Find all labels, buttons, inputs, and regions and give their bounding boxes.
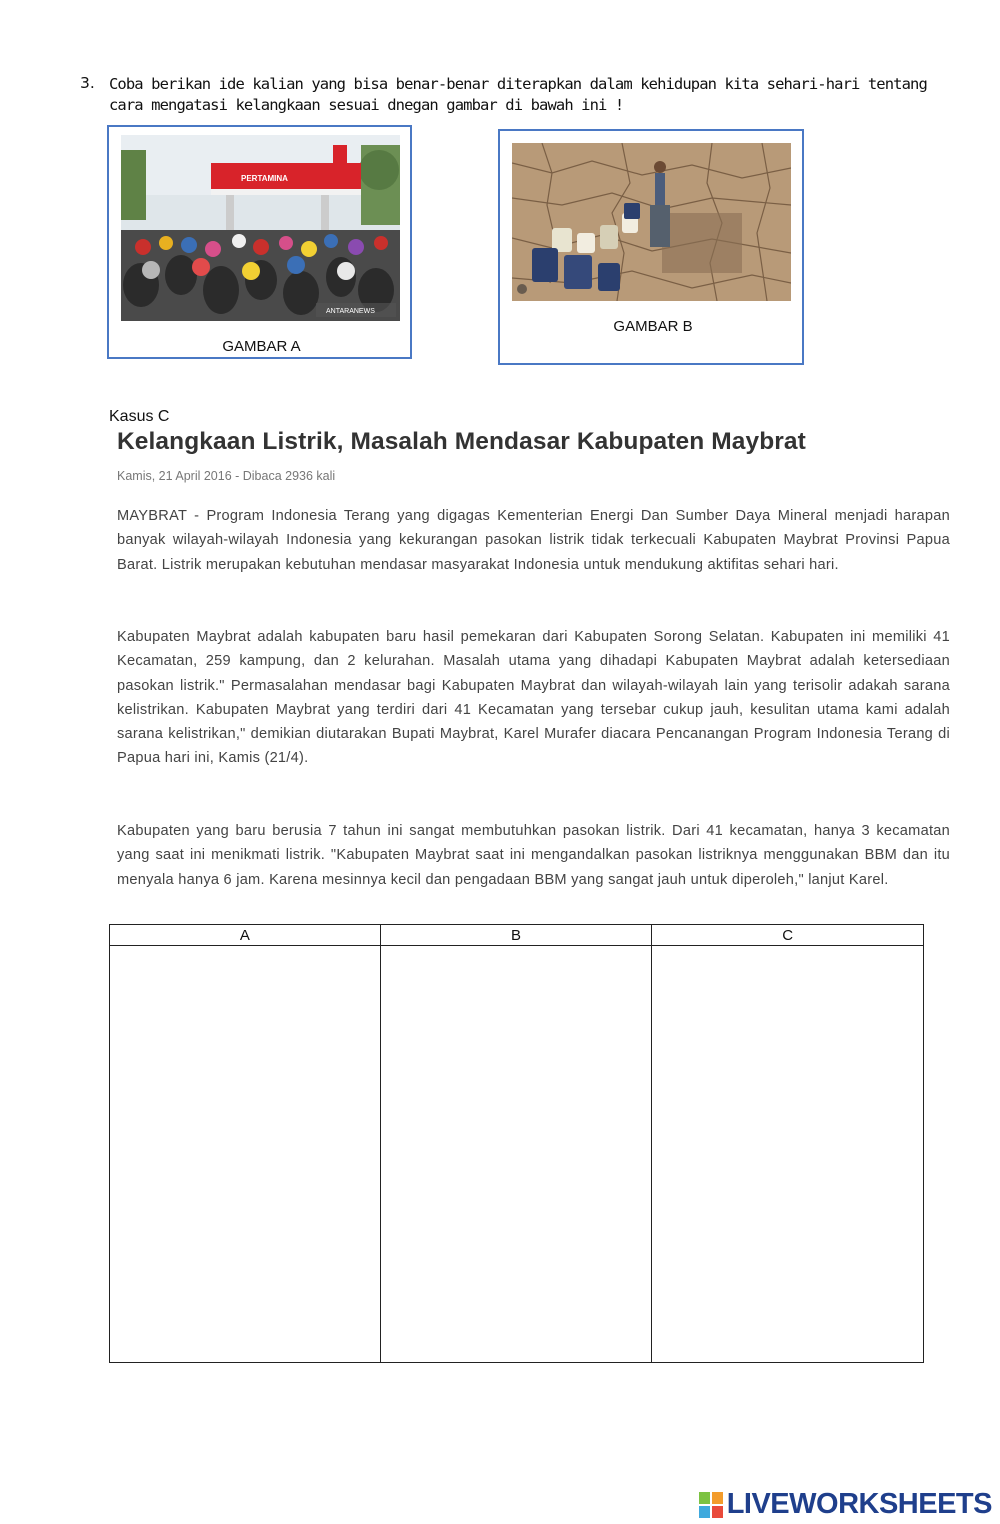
image-a-caption: GAMBAR A [222,338,301,355]
answer-cell-c[interactable] [652,946,924,1363]
case-label: Kasus C [109,408,170,425]
article-paragraph: Kabupaten yang baru berusia 7 tahun ini sangat membutuhkan pasokan listrik. Dari 41 kecamatan, hanya 3 kecamatan yang saat ini menikmati listrik. "Kabupaten Maybrat saat ini mengandalkan pasokan listriknya menggunakan BBM dan itu menyala hanya 6 jam. Karena mesinnya kecil dan pengadaan BBM yang sangat jauh untuk diperoleh," lanjut Karel. [117,823,950,888]
answer-cell-a[interactable] [110,946,381,1363]
image-b-caption: GAMBAR B [613,318,693,335]
image-b-box [498,129,804,365]
article-paragraph: MAYBRAT - Program Indonesia Terang yang digagas Kementerian Energi Dan Sumber Daya Mineral menjadi harapan banyak wilayah-wilayah Indonesia yang kekurangan pasokan listrik tidak terkecuali Kabupaten Maybrat Provinsi Papua Barat. Listrik merupakan kebutuhan mendasar masyarakat Indonesia untuk mendukung aktifitas sehari hari. [117,508,950,573]
liveworksheets-text: LIVEWORKSHEETS [726,1488,992,1520]
column-header-c: C [652,925,924,946]
pertamina-sign: PERTAMINA [241,174,288,183]
answer-cell-b[interactable] [380,946,652,1363]
column-header-b: B [380,925,652,946]
liveworksheets-logo [699,1488,992,1521]
question-text: Coba berikan ide kalian yang bisa benar-benar diterapkan dalam kehidupan kita sehari-hari tentang cara mengatasi kelangkaan sesuai dnegan gambar di bawah ini ! [109,75,927,114]
question-number: 3. [80,74,95,92]
article-title: Kelangkaan Listrik, Masalah Mendasar Kabupaten Maybrat [117,428,806,455]
liveworksheets-badge-icon [699,1492,723,1518]
answer-table [109,924,924,1363]
article-meta: Kamis, 21 April 2016 - Dibaca 2936 kali [117,469,336,483]
article-paragraph: Kabupaten Maybrat adalah kabupaten baru hasil pemekaran dari Kabupaten Sorong Selatan. Kabupaten ini memiliki 41 Kecamatan, 259 kampung, dan 2 kelurahan. Masalah utama yang dihadapi Kabupaten Maybrat adalah ketersediaan pasokan listrik." Permasalahan mendasar bagi Kabupaten Maybrat dan wilayah-wilayah lain yang terisolir adakah sarana kelistrikan. Kabupaten Maybrat yang terdiri dari 41 Kecamatan yang tersebar cukup jauh, kesulitan utama kami adalah sarana kelistrikan," demikian diutarakan Bupati Maybrat, Karel Murafer diacara Pencanangan Program Indonesia Terang di Papua hari ini, Kamis (21/4). [117,629,950,767]
antaranews-watermark: ANTARANEWS [326,308,375,315]
column-header-a: A [110,925,381,946]
image-b-photo [512,143,791,301]
image-a-box [107,125,412,359]
image-a-photo [121,135,400,321]
